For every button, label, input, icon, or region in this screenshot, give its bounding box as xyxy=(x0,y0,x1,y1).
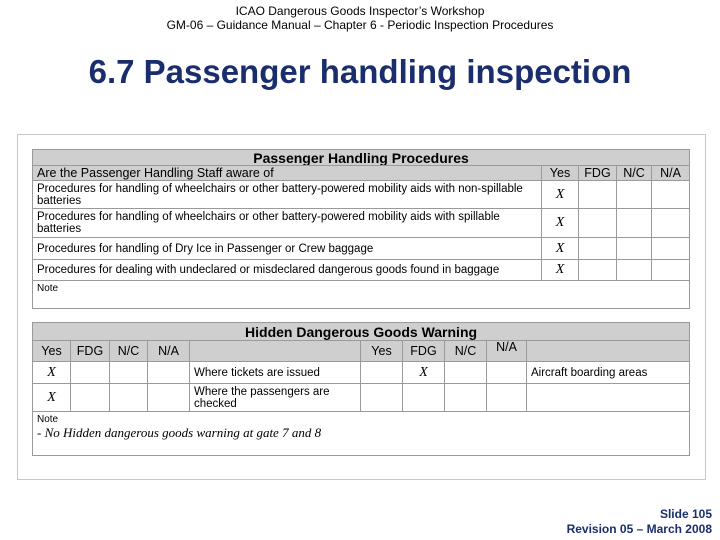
right-yes-cell[interactable] xyxy=(361,362,403,384)
location-label: Where the passengers are checked xyxy=(190,384,361,412)
manual-subtitle: GM-06 – Guidance Manual – Chapter 6 - Periodic Inspection Procedures xyxy=(166,18,554,32)
left-col-nc-header: N/C xyxy=(110,341,148,362)
header-spacer xyxy=(190,341,361,362)
right-fdg-mark[interactable]: X xyxy=(403,362,445,384)
table-row xyxy=(33,362,690,384)
right-col-yes-header: Yes xyxy=(361,341,403,362)
yes-mark[interactable]: X xyxy=(542,260,579,281)
fdg-cell[interactable] xyxy=(579,209,617,238)
right-col-na-header: N/A xyxy=(487,341,527,362)
right-col-fdg-header: FDG xyxy=(403,341,445,362)
left-fdg-cell[interactable] xyxy=(71,384,110,412)
location-label: Where tickets are issued xyxy=(190,362,361,384)
location-label-right xyxy=(527,384,690,412)
row-text: Procedures for dealing with undeclared or misdeclared dangerous goods found in baggage xyxy=(33,260,542,281)
col-na-header: N/A xyxy=(652,166,690,181)
left-fdg-cell[interactable] xyxy=(71,362,110,384)
table-row xyxy=(33,238,690,260)
left-na-cell[interactable] xyxy=(148,362,190,384)
table1-heading: Passenger Handling Procedures xyxy=(33,150,690,166)
location-label-right: Aircraft boarding areas xyxy=(527,362,690,384)
page-title: 6.7 Passenger handling inspection xyxy=(88,53,632,90)
right-nc-cell[interactable] xyxy=(445,362,487,384)
table1-note-field[interactable] xyxy=(33,281,690,309)
note-label: Note xyxy=(37,283,59,294)
note-label: Note xyxy=(37,414,59,425)
yes-mark[interactable]: X xyxy=(542,181,579,209)
nc-cell[interactable] xyxy=(617,260,652,281)
right-na-cell[interactable] xyxy=(487,362,527,384)
workshop-title: ICAO Dangerous Goods Inspector’s Workshop xyxy=(235,4,485,18)
left-nc-cell[interactable] xyxy=(110,384,148,412)
na-cell[interactable] xyxy=(652,209,690,238)
table-row xyxy=(33,209,690,238)
revision-label: Revision 05 – March 2008 xyxy=(566,522,712,536)
table-row xyxy=(33,260,690,281)
hidden-dg-warning-table xyxy=(32,322,690,456)
right-col-nc-header: N/C xyxy=(445,341,487,362)
yes-mark[interactable]: X xyxy=(542,238,579,260)
fdg-cell[interactable] xyxy=(579,238,617,260)
right-na-cell[interactable] xyxy=(487,384,527,412)
na-cell[interactable] xyxy=(652,238,690,260)
table-row xyxy=(33,181,690,209)
nc-cell[interactable] xyxy=(617,209,652,238)
right-nc-cell[interactable] xyxy=(445,384,487,412)
row-text: Procedures for handling of wheelchairs or other battery-powered mobility aids with non-spillable batteries xyxy=(33,181,542,209)
left-col-fdg-header: FDG xyxy=(71,341,110,362)
passenger-handling-table xyxy=(32,149,690,309)
nc-cell[interactable] xyxy=(617,181,652,209)
fdg-cell[interactable] xyxy=(579,181,617,209)
note-text: - No Hidden dangerous goods warning at gate 7 and 8 xyxy=(37,425,322,440)
left-yes-mark[interactable]: X xyxy=(33,362,71,384)
left-yes-mark[interactable]: X xyxy=(33,384,71,412)
header-spacer xyxy=(527,341,690,362)
right-fdg-cell[interactable] xyxy=(403,384,445,412)
na-cell[interactable] xyxy=(652,181,690,209)
na-cell[interactable] xyxy=(652,260,690,281)
col-nc-header: N/C xyxy=(617,166,652,181)
nc-cell[interactable] xyxy=(617,238,652,260)
table2-heading: Hidden Dangerous Goods Warning xyxy=(33,323,690,341)
left-na-cell[interactable] xyxy=(148,384,190,412)
table2-note-field[interactable] xyxy=(33,412,690,456)
left-col-yes-header: Yes xyxy=(33,341,71,362)
left-nc-cell[interactable] xyxy=(110,362,148,384)
right-yes-cell[interactable] xyxy=(361,384,403,412)
yes-mark[interactable]: X xyxy=(542,209,579,238)
col-fdg-header: FDG xyxy=(579,166,617,181)
table1-question: Are the Passenger Handling Staff aware of xyxy=(33,166,542,181)
slide-number: Slide 105 xyxy=(659,507,712,521)
table-row xyxy=(33,384,690,412)
left-col-na-header: N/A xyxy=(148,341,190,362)
row-text: Procedures for handling of Dry Ice in Passenger or Crew baggage xyxy=(33,238,542,260)
fdg-cell[interactable] xyxy=(579,260,617,281)
col-yes-header: Yes xyxy=(542,166,579,181)
row-text: Procedures for handling of wheelchairs or other battery-powered mobility aids with spillable batteries xyxy=(33,209,542,238)
